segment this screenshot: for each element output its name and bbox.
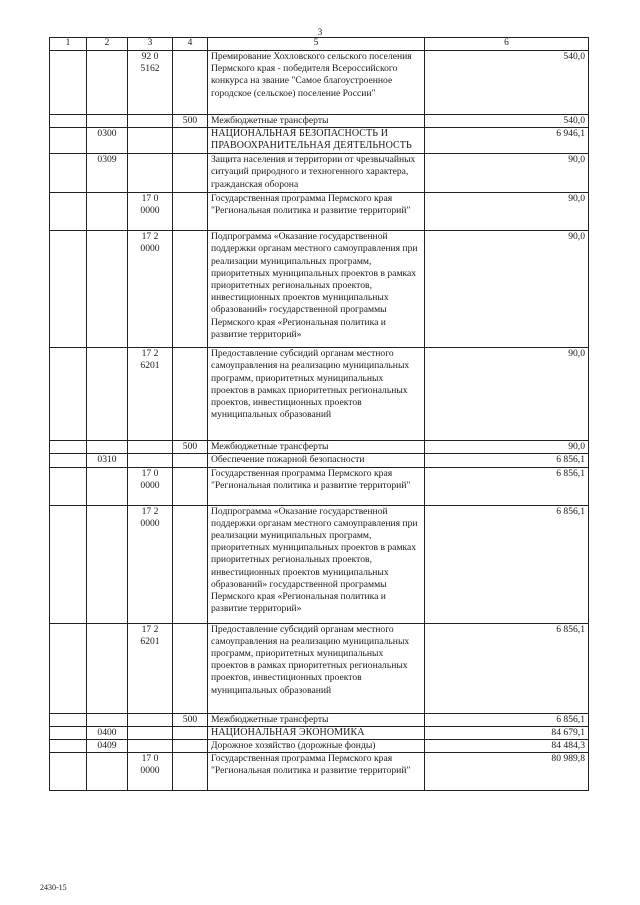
target-article-code xyxy=(128,726,173,739)
expense-type-code xyxy=(173,505,208,623)
target-article-code: 17 0 0000 xyxy=(128,467,173,505)
target-article-code: 17 2 6201 xyxy=(128,623,173,713)
section-code xyxy=(87,441,128,454)
target-article-code xyxy=(128,115,173,128)
document-code: 2430-15 xyxy=(40,883,67,892)
expense-type-code: 500 xyxy=(173,115,208,128)
section-code xyxy=(87,231,128,348)
target-article-code: 92 0 5162 xyxy=(128,51,173,115)
row-description: Межбюджетные трансферты xyxy=(208,441,425,454)
row-col-1 xyxy=(50,231,87,348)
row-col-1 xyxy=(50,467,87,505)
row-amount: 6 856,1 xyxy=(425,467,589,505)
header-col-4: 4 xyxy=(173,38,208,51)
row-amount: 6 856,1 xyxy=(425,713,589,726)
target-article-code: 17 2 0000 xyxy=(128,505,173,623)
expense-type-code xyxy=(173,753,208,791)
row-description: Подпрограмма «Оказание государственной поддержки органам местного самоуправления при реализации муниципальных программ, приоритетных муниципальных проектов в рамках приоритетных региональных проектов, инвестиционных проектов муниципальных образований» государственной программы Пермского края «Региональная политика и развитие территорий» xyxy=(208,231,425,348)
table-row xyxy=(50,154,589,193)
section-code: 0300 xyxy=(87,128,128,154)
table-row xyxy=(50,753,589,791)
row-col-1 xyxy=(50,128,87,154)
row-amount: 6 856,1 xyxy=(425,623,589,713)
section-code xyxy=(87,623,128,713)
section-code: 0409 xyxy=(87,740,128,753)
row-description: НАЦИОНАЛЬНАЯ БЕЗОПАСНОСТЬ И ПРАВООХРАНИТЕЛЬНАЯ ДЕЯТЕЛЬНОСТЬ xyxy=(208,128,425,154)
row-amount: 540,0 xyxy=(425,51,589,115)
expense-type-code xyxy=(173,154,208,193)
table-row xyxy=(50,128,589,154)
section-code: 0310 xyxy=(87,454,128,467)
table-row xyxy=(50,740,589,753)
target-article-code xyxy=(128,128,173,154)
row-col-1 xyxy=(50,51,87,115)
section-code: 0309 xyxy=(87,154,128,193)
row-description: Государственная программа Пермского края "Региональная политика и развитие территорий" xyxy=(208,467,425,505)
row-description: Защита населения и территории от чрезвычайных ситуаций природного и техногенного характера, гражданская оборона xyxy=(208,154,425,193)
row-amount: 540,0 xyxy=(425,115,589,128)
row-description: Государственная программа Пермского края "Региональная политика и развитие территорий" xyxy=(208,753,425,791)
row-col-1 xyxy=(50,441,87,454)
section-code xyxy=(87,193,128,231)
row-description: Обеспечение пожарной безопасности xyxy=(208,454,425,467)
table-row xyxy=(50,441,589,454)
row-description: Межбюджетные трансферты xyxy=(208,115,425,128)
section-code xyxy=(87,505,128,623)
table-row xyxy=(50,726,589,739)
expense-type-code xyxy=(173,231,208,348)
table-row xyxy=(50,623,589,713)
row-col-1 xyxy=(50,115,87,128)
expense-type-code xyxy=(173,623,208,713)
row-col-1 xyxy=(50,726,87,739)
page-number: 3 xyxy=(317,27,323,37)
row-description: Предоставление субсидий органам местного самоуправления на реализацию муниципальных программ, приоритетных муниципальных проектов в рамках приоритетных региональных проектов, инвестиционных проектов муниципальных образований xyxy=(208,348,425,441)
section-code: 0400 xyxy=(87,726,128,739)
section-code xyxy=(87,115,128,128)
table-row xyxy=(50,505,589,623)
row-col-1 xyxy=(50,713,87,726)
row-col-1 xyxy=(50,154,87,193)
header-col-2: 2 xyxy=(87,38,128,51)
table-row xyxy=(50,193,589,231)
row-col-1 xyxy=(50,740,87,753)
row-description: Государственная программа Пермского края "Региональная политика и развитие территорий" xyxy=(208,193,425,231)
target-article-code xyxy=(128,713,173,726)
row-amount: 6 856,1 xyxy=(425,505,589,623)
section-code xyxy=(87,51,128,115)
row-col-1 xyxy=(50,623,87,713)
row-amount: 84 679,1 xyxy=(425,726,589,739)
row-amount: 6 856,1 xyxy=(425,454,589,467)
header-col-3: 3 xyxy=(128,38,173,51)
row-description: Подпрограмма «Оказание государственной поддержки органам местного самоуправления при реализации муниципальных программ, приоритетных муниципальных проектов в рамках приоритетных региональных проектов, инвестиционных проектов муниципальных образований» государственной программы Пермского края «Региональная политика и развитие территорий» xyxy=(208,505,425,623)
header-row xyxy=(50,38,589,51)
header-col-6: 6 xyxy=(425,38,589,51)
table-row xyxy=(50,713,589,726)
header-col-1: 1 xyxy=(50,38,87,51)
expense-type-code xyxy=(173,128,208,154)
row-amount: 6 946,1 xyxy=(425,128,589,154)
target-article-code: 17 2 6201 xyxy=(128,348,173,441)
row-amount: 84 484,3 xyxy=(425,740,589,753)
expense-type-code xyxy=(173,454,208,467)
row-col-1 xyxy=(50,454,87,467)
expense-type-code: 500 xyxy=(173,441,208,454)
table-row xyxy=(50,454,589,467)
row-description: Межбюджетные трансферты xyxy=(208,713,425,726)
row-description: НАЦИОНАЛЬНАЯ ЭКОНОМИКА xyxy=(208,726,425,739)
expense-type-code xyxy=(173,348,208,441)
target-article-code xyxy=(128,740,173,753)
table-row xyxy=(50,467,589,505)
table-body xyxy=(50,51,589,791)
row-description: Предоставление субсидий органам местного самоуправления на реализацию муниципальных программ, приоритетных муниципальных проектов в рамках приоритетных региональных проектов, инвестиционных проектов муниципальных образований xyxy=(208,623,425,713)
expense-type-code xyxy=(173,467,208,505)
target-article-code xyxy=(128,154,173,193)
section-code xyxy=(87,753,128,791)
expense-type-code xyxy=(173,726,208,739)
expense-type-code xyxy=(173,51,208,115)
row-col-1 xyxy=(50,348,87,441)
section-code xyxy=(87,713,128,726)
row-amount: 90,0 xyxy=(425,441,589,454)
row-amount: 90,0 xyxy=(425,348,589,441)
row-col-1 xyxy=(50,505,87,623)
target-article-code: 17 2 0000 xyxy=(128,231,173,348)
row-amount: 90,0 xyxy=(425,193,589,231)
target-article-code xyxy=(128,454,173,467)
target-article-code: 17 0 0000 xyxy=(128,753,173,791)
section-code xyxy=(87,348,128,441)
table-row xyxy=(50,348,589,441)
row-amount: 90,0 xyxy=(425,154,589,193)
header-col-5: 5 xyxy=(208,38,425,51)
target-article-code: 17 0 0000 xyxy=(128,193,173,231)
row-col-1 xyxy=(50,753,87,791)
table-row xyxy=(50,231,589,348)
row-amount: 90,0 xyxy=(425,231,589,348)
row-col-1 xyxy=(50,193,87,231)
expense-type-code xyxy=(173,740,208,753)
expense-type-code xyxy=(173,193,208,231)
table-row xyxy=(50,115,589,128)
table-header xyxy=(50,38,589,51)
row-amount: 80 989,8 xyxy=(425,753,589,791)
expense-type-code: 500 xyxy=(173,713,208,726)
table-row xyxy=(50,51,589,115)
row-description: Дорожное хозяйство (дорожные фонды) xyxy=(208,740,425,753)
section-code xyxy=(87,467,128,505)
budget-table xyxy=(49,37,589,791)
row-description: Премирование Хохловского сельского поселения Пермского края - победителя Всероссийского конкурса на звание "Самое благоустроенное городское (сельское) поселение России" xyxy=(208,51,425,115)
target-article-code xyxy=(128,441,173,454)
